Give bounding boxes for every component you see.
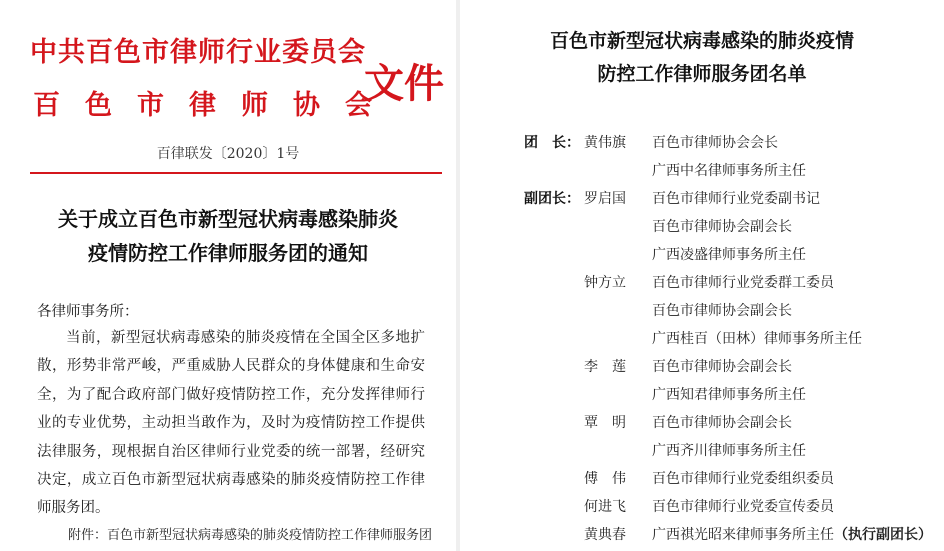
roster-list [460, 129, 944, 549]
roster-row [460, 465, 944, 493]
member-position-text: 百色市律师协会副会长 [652, 219, 792, 235]
member-position [652, 437, 806, 465]
member-position [652, 269, 834, 297]
member-position [652, 381, 806, 409]
roster-role: 副团长： [524, 191, 580, 207]
member-position [652, 241, 806, 269]
member-name: 钟方立 [584, 275, 626, 291]
roster-title-line1: 百色市新型冠状病毒感染的肺炎疫情 [549, 30, 854, 52]
member-position [652, 129, 778, 157]
attachment-note: 附件：百色市新型冠状病毒感染的肺炎疫情防控工作律师服务团 [68, 528, 433, 543]
roster-row [460, 437, 944, 465]
member-position-text: 广西桂百（田林）律师事务所主任 [652, 331, 862, 347]
roster-row [460, 157, 944, 185]
notice-title-line1: 关于成立百色市新型冠状病毒感染肺炎 [58, 207, 398, 231]
member-position-text: 广西知君律师事务所主任 [652, 387, 806, 403]
roster-row [460, 353, 944, 381]
member-position [652, 353, 792, 381]
member-name: 黄伟旗 [584, 135, 626, 151]
roster-role: 团 长： [524, 135, 580, 151]
document-label: 文件 [364, 61, 444, 107]
member-position [652, 185, 820, 213]
member-position-text: 百色市律师协会会长 [652, 135, 778, 151]
member-position [652, 157, 806, 185]
document-header [30, 30, 444, 125]
member-position-text: 广西凌盛律师事务所主任 [652, 247, 806, 263]
header-divider [30, 172, 442, 174]
roster-page [460, 0, 944, 551]
notice-title-line2: 疫情防控工作律师服务团的通知 [88, 241, 368, 265]
roster-row [460, 241, 944, 269]
member-position [652, 213, 792, 241]
member-position-text: 百色市律师行业党委群工委员 [652, 275, 834, 291]
member-position [652, 465, 834, 493]
roster-row [460, 297, 944, 325]
roster-row [460, 493, 944, 521]
member-position-text: 广西祺光昭来律师事务所主任 [652, 527, 834, 543]
roster-title-line2: 防控工作律师服务团名单 [597, 63, 807, 85]
issuer-party-committee: 中共百色市律师行业委员会 [30, 37, 366, 68]
notice-body: 当前，新型冠状病毒感染的肺炎疫情在全国全区多地扩散，形势非常严峻，严重威胁人民群众的身体健康和生命安全，为了配合政府部门做好疫情防控工作，充分发挥律师行业的专业优势，主动担当敢作为，及时为疫情防控工作提供法律服务，现根据自治区律师行业党委的统一部署，经研究决定，成立百色市新型冠状病毒感染的肺炎疫情防控工作律师服务团。 [37, 330, 425, 517]
member-position-text: 百色市律师行业党委宣传委员 [652, 499, 834, 515]
member-position [652, 521, 932, 549]
member-position-text: 百色市律师行业党委副书记 [652, 191, 820, 207]
member-position [652, 325, 862, 353]
document-number: 百律联发〔2020〕1号 [156, 146, 300, 162]
member-name: 傅 伟 [584, 471, 626, 487]
roster-row [460, 185, 944, 213]
member-name: 覃 明 [584, 415, 626, 431]
roster-row [460, 521, 944, 549]
member-position-text: 广西齐川律师事务所主任 [652, 443, 806, 459]
roster-row [460, 381, 944, 409]
roster-row [460, 269, 944, 297]
notice-page [0, 0, 456, 551]
member-name: 李 莲 [584, 359, 626, 375]
issuer-lawyers-association: 百色市律师协会 [33, 90, 397, 121]
member-position-text: 百色市律师协会副会长 [652, 359, 792, 375]
member-name: 黄典春 [584, 527, 626, 543]
member-name: 何进飞 [584, 499, 626, 515]
roster-row [460, 325, 944, 353]
member-position [652, 493, 834, 521]
member-position-text: 百色市律师协会副会长 [652, 415, 792, 431]
member-position-note: （执行副团长） [834, 527, 932, 543]
salutation: 各律师事务所： [37, 304, 139, 320]
member-position-text: 百色市律师协会副会长 [652, 303, 792, 319]
member-position-text: 广西中名律师事务所主任 [652, 163, 806, 179]
roster-row [460, 213, 944, 241]
member-name: 罗启国 [584, 191, 626, 207]
member-position-text: 百色市律师行业党委组织委员 [652, 471, 834, 487]
member-position [652, 297, 792, 325]
roster-row [460, 409, 944, 437]
roster-row [460, 129, 944, 157]
member-position [652, 409, 792, 437]
